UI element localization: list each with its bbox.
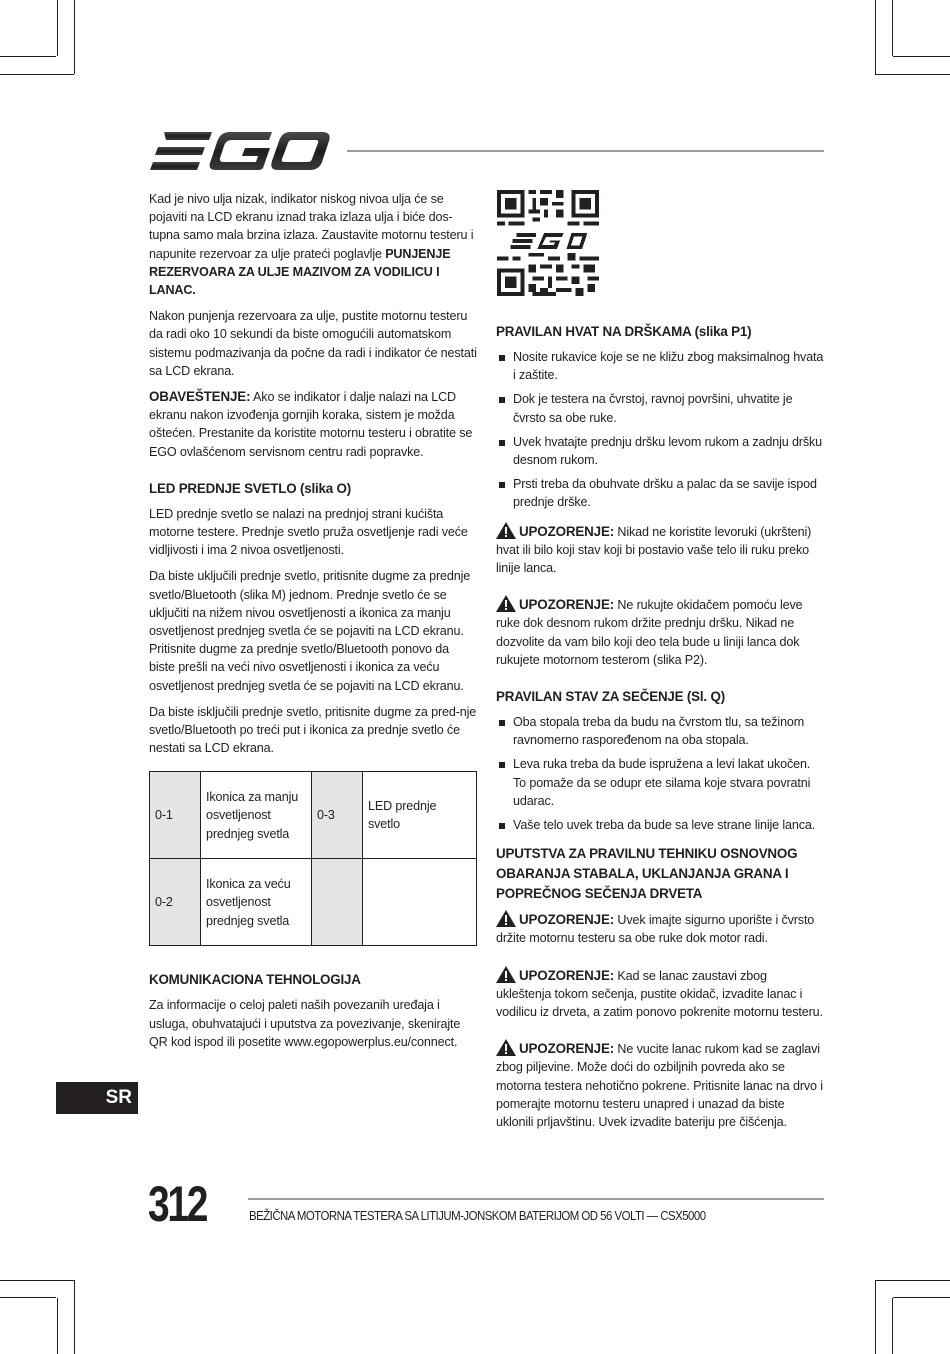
warning-icon — [496, 910, 516, 927]
comm-heading: KOMUNIKACIONA TEHNOLOGIJA — [149, 972, 361, 988]
warning-text: Uvek imajte sigurno uporište i čvrsto držite motornu testeru sa obe ruke dok motor radi. — [496, 913, 815, 946]
oil-paragraph — [149, 190, 477, 299]
table-cell-code — [312, 859, 363, 946]
led-heading: LED PREDNJE SVETLO (slika O) — [149, 480, 352, 496]
warning-label: UPOZORENJE: — [519, 1041, 615, 1057]
crop-mark — [875, 1280, 876, 1354]
warning-label: UPOZORENJE: — [519, 523, 615, 539]
notice-paragraph — [149, 388, 477, 461]
crop-mark — [892, 1298, 893, 1354]
qr-code — [496, 190, 600, 296]
footer-title: BEŽIČNA MOTORNA TESTERA SA LITIJUM-JONSKOM BATERIJOM OD 56 VOLTI — CSX5000 — [249, 1208, 706, 1223]
table-cell-desc: Ikonica za manju osvetljenost prednjeg svetla — [201, 772, 312, 859]
crop-mark — [0, 1297, 56, 1298]
table-cell-desc — [363, 859, 477, 946]
crop-mark — [893, 1297, 950, 1298]
list-item: Uvek hvatajte prednju dršku levom rukom a zadnju dršku desnom rukom. — [496, 433, 824, 469]
crop-mark — [875, 1280, 950, 1281]
warning-icon — [496, 966, 516, 983]
page-number: 312 — [148, 1176, 207, 1232]
crop-mark — [74, 1280, 75, 1354]
header-rule — [347, 150, 824, 152]
warning-paragraph — [496, 1039, 824, 1131]
led-icon-table — [149, 771, 477, 946]
oil-refill-paragraph: Nakon punjenja rezervoara za ulje, pustite motornu testeru da radi oko 10 sekundi da biste omogućili automatskom sistemu podmazivanja da počne da radi i indikator će nestati sa LCD ekrana. — [149, 309, 477, 378]
led-paragraph-1: LED prednje svetlo se nalazi na prednjoj strani kućišta motorne testere. Prednje svetlo pruža osvetljenje radi veće vidljivosti i ima 2 nivoa osvetljenosti. — [149, 506, 468, 558]
led-paragraph-2: Da biste uključili prednje svetlo, pritisnite dugme za prednje svetlo/Bluetooth (slika M) jednom. Prednje svetlo će se uključiti na nižem nivou osvetljenosti a ikonica za manju osvetljenost prednjeg svetla će se pojaviti na LCD ekranu. Pritisnite dugme za prednje svetlo/Bluetooth ponovo da biste prešli na veći nivo osvetljenosti i ikonica za veću osvetljenost prednjeg svetla će se pojaviti na LCD ekranu. — [149, 569, 471, 693]
warning-text: Kad se lanac zaustavi zbog ukleštenja tokom sečenja, pustite okidač, izvadite lanac i vodilicu iz drveta, a zatim ponovo pokrenite motornu testeru. — [496, 968, 823, 1020]
warning-icon — [496, 595, 516, 612]
warning-label: UPOZORENJE: — [519, 967, 615, 983]
list-item: Prsti treba da obuhvate dršku a palac da se savije ispod prednje drške. — [496, 475, 824, 511]
notice-text: Ako se indikator i dalje nalazi na LCD ekranu nakon izvođenja gornjih koraka, sistem je možda oštećen. Prestanite da koristite motornu testeru i obratite se EGO ovlašćenom servisnom centru radi popravke. — [149, 390, 473, 459]
ego-logo — [150, 130, 332, 172]
table-cell-code: 0-1 — [150, 772, 201, 859]
crop-mark — [0, 56, 56, 57]
table-row — [150, 859, 477, 946]
warning-text: Nikad ne koristite levoruki (ukršteni) hvat ili bilo koji stav koji bi postavio vaše telo ili ruku preko linije lanca. — [496, 524, 812, 576]
table-row — [150, 772, 477, 859]
warning-icon — [496, 522, 516, 539]
table-cell-desc: Ikonica za veću osvetljenost prednjeg svetla — [201, 859, 312, 946]
warning-label: UPOZORENJE: — [519, 597, 615, 613]
crop-mark — [57, 1298, 58, 1354]
table-cell-desc: LED prednje svetlo — [363, 772, 477, 859]
grip-list — [496, 348, 824, 512]
warning-label: UPOZORENJE: — [519, 912, 615, 928]
list-item: Leva ruka treba da bude ispružena a levi lakat ukočen. To pomaže da se odupr ete silama koje stvara povratni udarac. — [496, 755, 824, 810]
comm-paragraph: Za informacije o celoj paleti naših povezanih uređaja i usluga, obuhvatajući i uputstva za povezivanje, skenirajte QR kod ispod ili posetite www.egopowerplus.eu/connect. — [149, 998, 461, 1049]
warning-paragraph — [496, 522, 824, 578]
crop-mark — [0, 74, 74, 75]
stance-list — [496, 713, 824, 834]
warning-icon — [496, 1039, 516, 1056]
notice-label: OBAVEŠTENJE: — [149, 389, 251, 405]
crop-mark — [57, 0, 58, 56]
left-column — [149, 190, 477, 1059]
crop-mark — [892, 0, 893, 56]
led-paragraph-3: Da biste isključili prednje svetlo, pritisnite dugme za pred-nje svetlo/Bluetooth po treći put i ikonica za prednje svetlo će nestati sa LCD ekrana. — [149, 704, 477, 756]
crop-mark — [74, 0, 75, 74]
warning-paragraph — [496, 966, 824, 1022]
list-item: Vaše telo uvek treba da bude sa leve strane linije lanca. — [496, 816, 824, 834]
list-item: Oba stopala treba da budu na čvrstom tlu, sa težinom ravnomerno raspoređenom na oba stopala. — [496, 713, 824, 749]
technique-heading: UPUTSTVA ZA PRAVILNU TEHNIKU OSNOVNOG OBARANJA STABALA, UKLANJANJA GRANA I POPREČNOG SEČENJA DRVETA — [496, 846, 798, 902]
oil-text: Kad je nivo ulja nizak, indikator niskog nivoa ulja će se pojaviti na LCD ekranu iznad traka izlaza ulja i biće dos-tupna samo mala brzina izlaza. Zaustavite motornu testeru i napunite rezervoar za ulje prateći poglavlje — [149, 192, 474, 261]
footer-rule — [248, 1198, 824, 1200]
crop-mark — [875, 74, 950, 75]
warning-text: Ne rukujte okidačem pomoću leve ruke dok desnom rukom držite prednju dršku. Nikad ne dozvolite da vam bilo koji deo tela bude u liniji lanca dok rukujete motornom testerom (slika P2). — [496, 598, 803, 667]
language-tab: SR — [56, 1082, 138, 1114]
grip-heading: PRAVILAN HVAT NA DRŠKAMA (slika P1) — [496, 324, 752, 339]
warning-paragraph — [496, 910, 824, 947]
table-cell-code: 0-2 — [150, 859, 201, 946]
stance-heading: PRAVILAN STAV ZA SEČENJE (Sl. Q) — [496, 689, 725, 705]
crop-mark — [0, 1280, 74, 1281]
list-item: Dok je testera na čvrstoj, ravnoj površini, uhvatite je čvrsto sa obe ruke. — [496, 390, 824, 426]
crop-mark — [893, 56, 950, 57]
warning-text: Ne vucite lanac rukom kad se zaglavi zbog piljevine. Može doći do ozbiljnih povreda ako se motorna testera nehotično pokrene. Pritisnite lanac na drvo i pomerajte motornu testeru unapred i unazad da biste uklonili prljavštinu. Uvek izvadite bateriju pre čišćenja. — [496, 1042, 823, 1130]
list-item: Nosite rukavice koje se ne kližu zbog maksimalnog hvata i zaštite. — [496, 348, 824, 384]
right-column — [496, 190, 824, 1131]
warning-paragraph — [496, 595, 824, 669]
table-cell-code: 0-3 — [312, 772, 363, 859]
crop-mark — [875, 0, 876, 74]
oil-reference: PUNJENJE REZERVOARA ZA ULJE MAZIVOM ZA VODILICU I LANAC. — [149, 246, 451, 298]
